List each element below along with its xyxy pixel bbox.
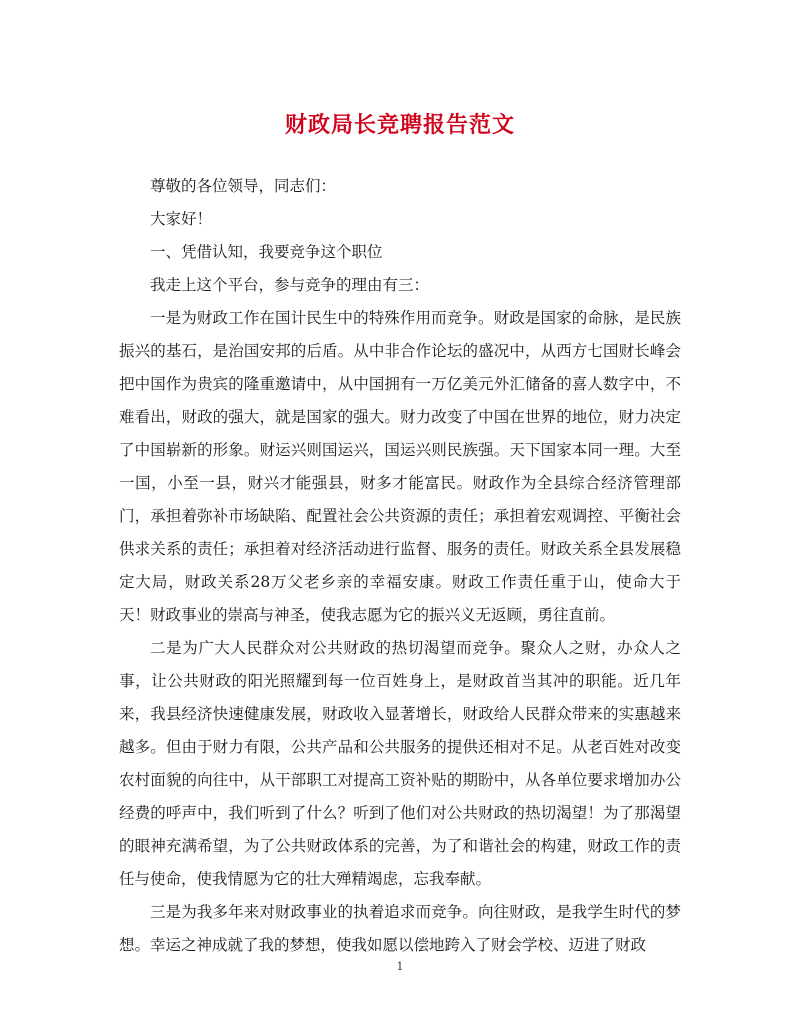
intro-paragraph: 我走上这个平台，参与竞争的理由有三：: [150, 276, 430, 294]
reason-three-paragraph: 三是为我多年来对财政事业的执着追求而竞争。向往财政，是我学生时代的梦想。幸运之神成就了我的梦想，使我如愿以偿地跨入了财会学校、迈进了财政: [119, 903, 681, 954]
reason-one-paragraph: 一是为财政工作在国计民生中的特殊作用而竞争。财政是国家的命脉，是民族振兴的基石，是治国安邦的后盾。从中非合作论坛的盛况中，从西方七国财长峰会把中国作为贵宾的隆重邀请中，从中国拥有一万亿美元外汇储备的喜人数字中，不难看出，财政的强大，就是国家的强大。财力改变了中国在世界的地位，财力决定了中国崭新的形象。财运兴则国运兴，国运兴则民族强。天下国家本同一理。大至一国，小至一县，财兴才能强县，财多才能富民。财政作为全县综合经济管理部门，承担着弥补市场缺陷、配置社会公共资源的责任；承担着宏观调控、平衡社会供求关系的责任；承担着对经济活动进行监督、服务的责任。财政关系全县发展稳定大局，财政关系28万父老乡亲的幸福安康。财政工作责任重于山，使命大于天！财政事业的崇高与神圣，使我志愿为它的振兴义无返顾，勇往直前。: [119, 309, 681, 624]
document-body: [119, 170, 681, 962]
section-heading: 一、凭借认知，我要竞争这个职位: [150, 243, 383, 261]
reason-two-paragraph: 二是为广大人民群众对公共财政的热切渴望而竞争。聚众人之财，办众人之事，让公共财政的阳光照耀到每一位百姓身上，是财政首当其冲的职能。近几年来，我县经济快速健康发展，财政收入显著增长，财政给人民群众带来的实惠越来越多。但由于财力有限，公共产品和公共服务的提供还相对不足。从老百姓对改变农村面貌的向往中，从干部职工对提高工资补贴的期盼中，从各单位要求增加办公经费的呼声中，我们听到了什么？听到了他们对公共财政的热切渴望！为了那渴望的眼神充满希望，为了公共财政体系的完善，为了和谐社会的构建，财政工作的责任与使命，使我情愿为它的壮大殚精竭虑，忘我奉献。: [119, 639, 681, 888]
salutation: 尊敬的各位领导，同志们：: [150, 177, 337, 195]
greeting: 大家好！: [150, 210, 213, 228]
document-title: 财政局长竞聘报告范文: [284, 112, 515, 138]
page-number: 1: [396, 960, 404, 973]
